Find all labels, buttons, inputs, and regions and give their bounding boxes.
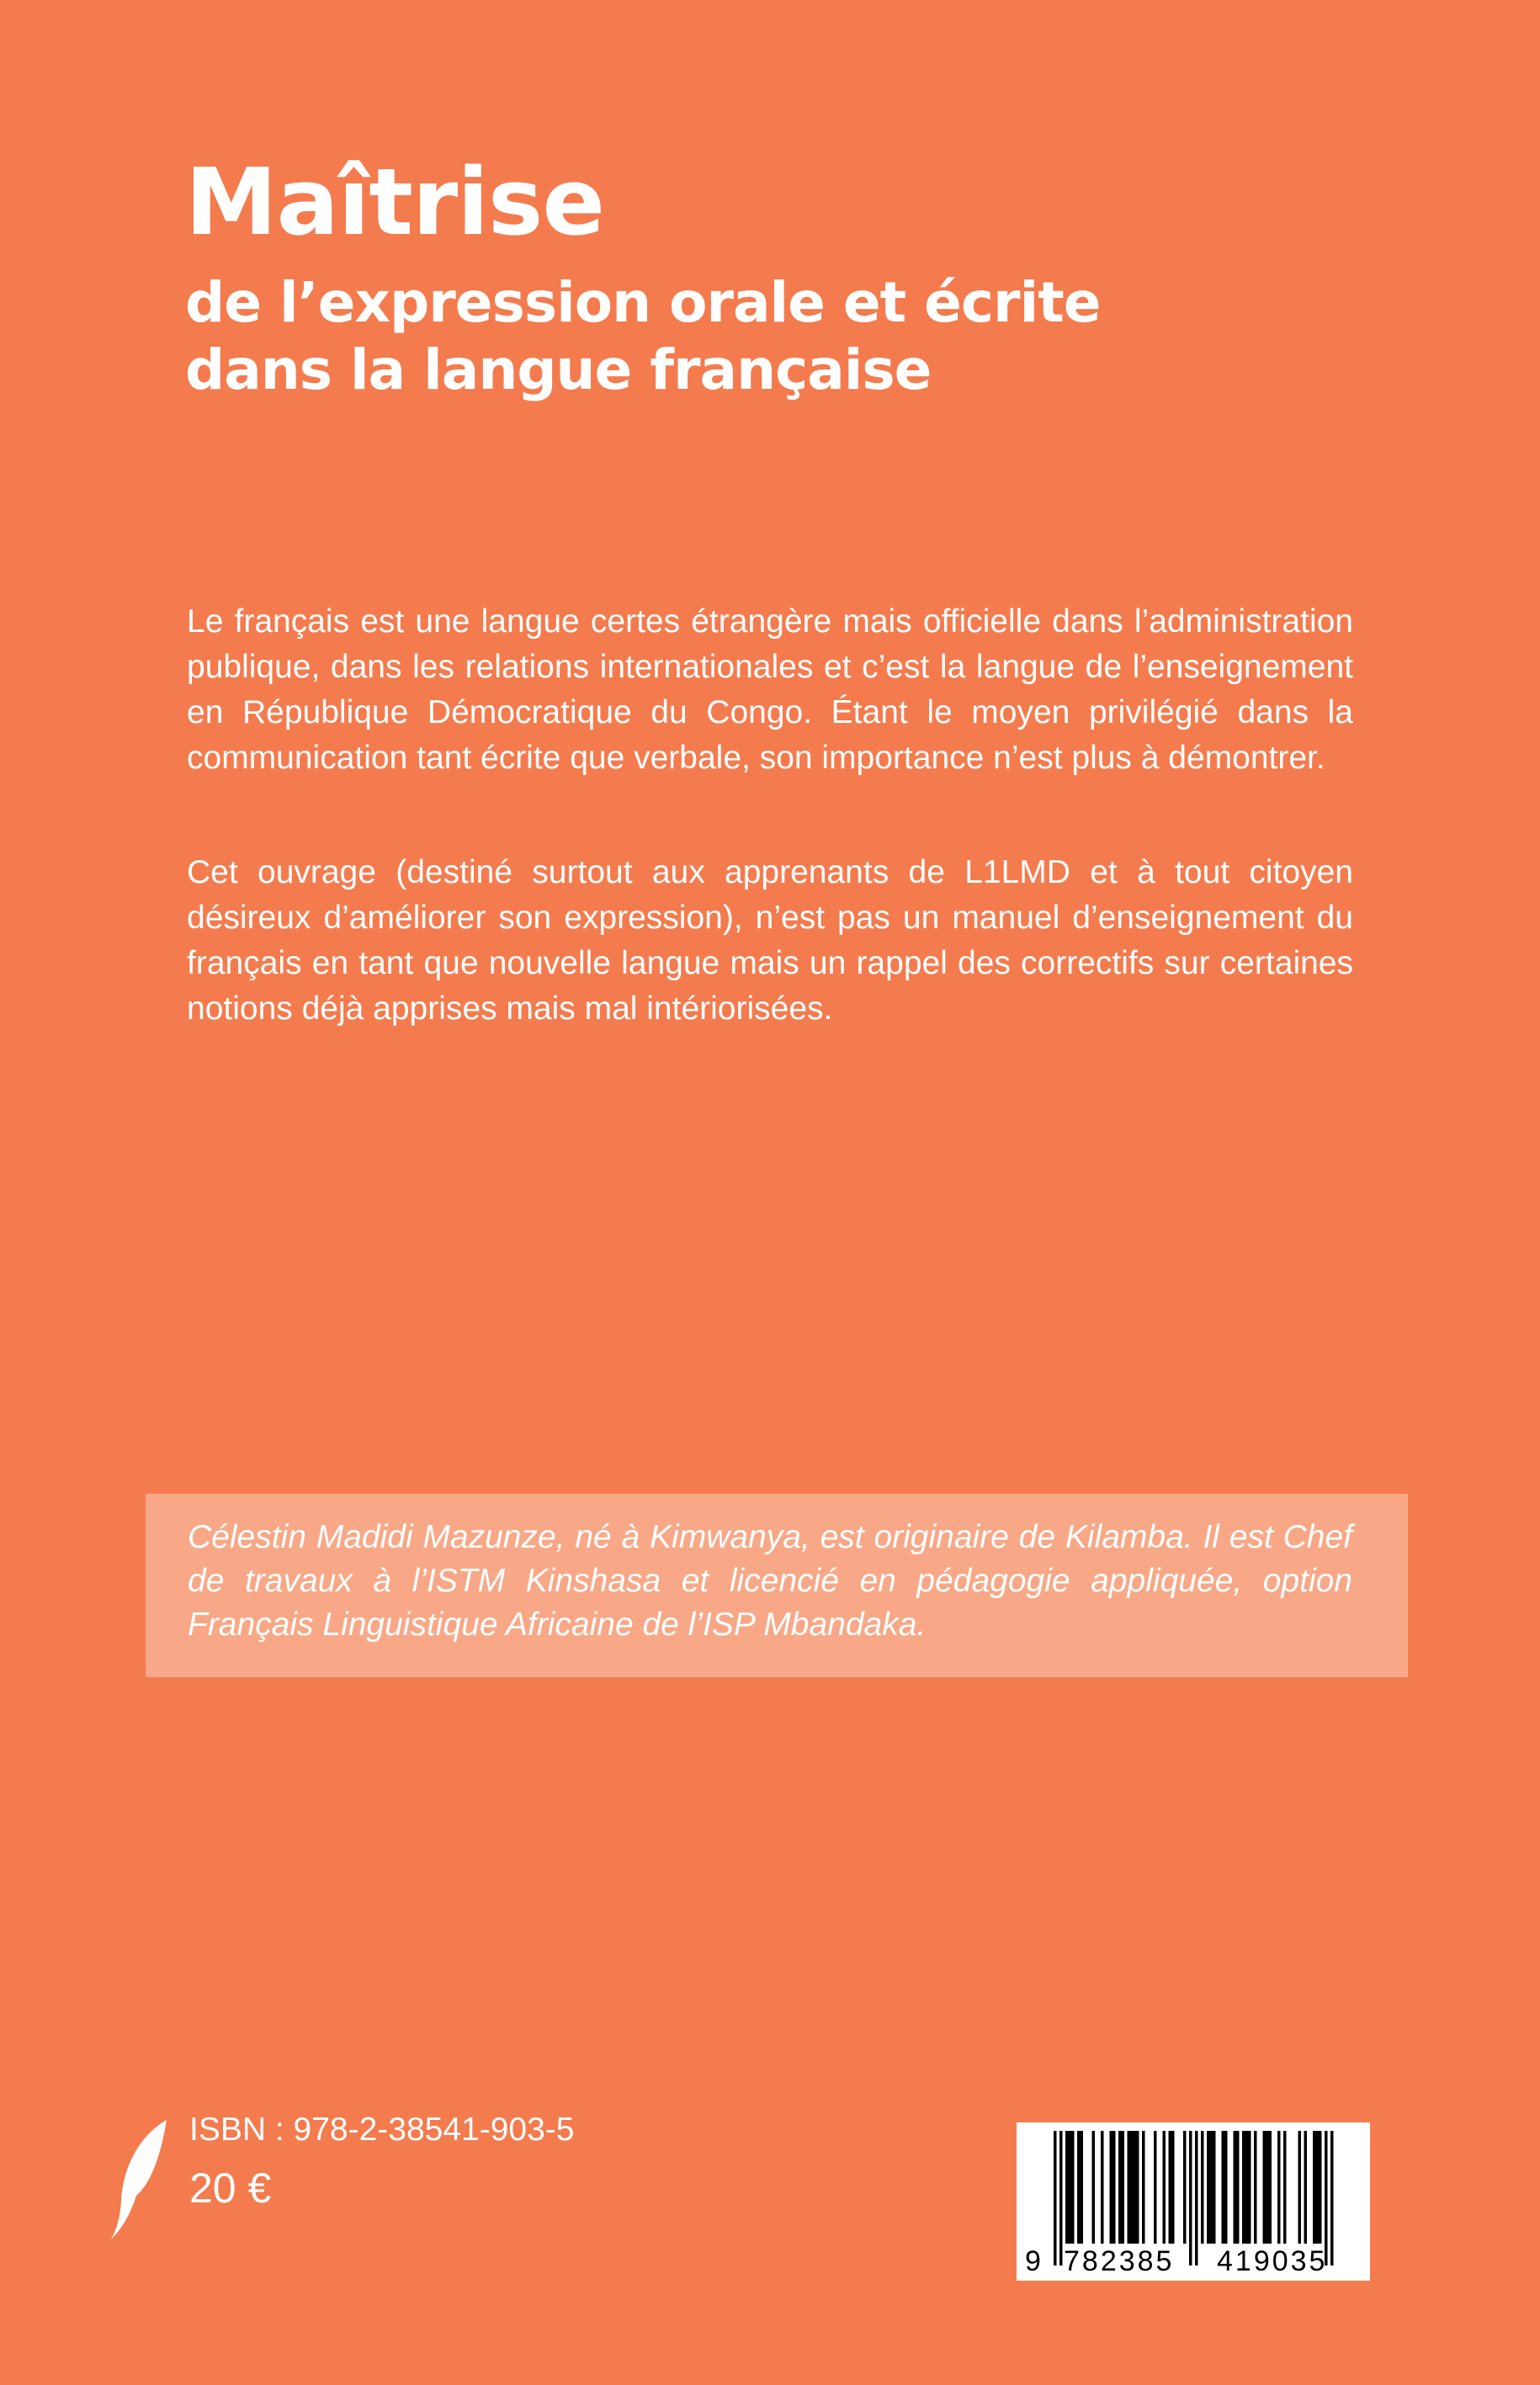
barcode-bar xyxy=(1213,2131,1216,2244)
barcode-bar xyxy=(1130,2131,1134,2244)
barcode-bar xyxy=(1319,2131,1322,2244)
barcode-bar xyxy=(1122,2131,1125,2244)
blurb-paragraph-2: Cet ouvrage (destiné surtout aux apprenants de L1LMD et à tout citoyen désireux d’améliorer son expression), n’est pas un manuel d’enseignement du français en tant que nouvelle langue mais un rappel des correctifs sur certaines notions déjà apprises mais mal intériorisées. xyxy=(187,854,1353,1027)
barcode-bar xyxy=(1110,2131,1113,2244)
book-subtitle xyxy=(185,269,1101,404)
barcode-bar xyxy=(1101,2131,1104,2244)
barcode-bar xyxy=(1210,2131,1213,2244)
barcode-bar xyxy=(1183,2131,1187,2244)
barcode-bar xyxy=(1054,2131,1057,2265)
isbn: ISBN : 978-2-38541-903-5 xyxy=(189,2111,575,2148)
barcode-bar xyxy=(1224,2131,1228,2244)
barcode-bar xyxy=(1128,2131,1131,2244)
barcode-bar xyxy=(1201,2131,1204,2244)
barcode-bar xyxy=(1242,2131,1245,2244)
barcode-digits-group-1: 782385 xyxy=(1064,2245,1175,2277)
blurb-paragraph-1: Le français est une langue certes étrangère mais officielle dans l’administration publique, dans les relations internationales et c’est la langue de l’enseignement en République Démocratique du Congo. Étant le moyen privilégié dans la communication tant écrite que verbale, son importance n’est plus à démontrer. xyxy=(187,603,1353,776)
barcode-bar xyxy=(1313,2131,1316,2244)
barcode-bar xyxy=(1077,2131,1081,2244)
barcode-bar xyxy=(1254,2131,1257,2244)
author-bio-box xyxy=(146,1494,1408,1677)
barcode-bar xyxy=(1222,2131,1225,2244)
barcode-bar xyxy=(1154,2131,1157,2244)
barcode-bar xyxy=(1118,2131,1122,2244)
barcode-bar xyxy=(1195,2131,1198,2265)
barcode-bar xyxy=(1092,2131,1096,2244)
barcode-bar xyxy=(1171,2131,1175,2244)
barcode-bar xyxy=(1304,2131,1308,2244)
barcode-bar xyxy=(1207,2131,1210,2244)
barcode-bar xyxy=(1113,2131,1116,2244)
barcode-digits-group-2: 419035 xyxy=(1217,2245,1328,2277)
barcode-bar xyxy=(1266,2131,1269,2244)
barcode-bar xyxy=(1142,2131,1145,2244)
barcode-bar xyxy=(1065,2131,1069,2244)
barcode-digit-lead: 9 xyxy=(1025,2245,1041,2277)
barcode xyxy=(1017,2122,1370,2281)
barcode-bar xyxy=(1069,2131,1072,2244)
book-title: Maîtrise xyxy=(185,148,605,256)
barcode-bar xyxy=(1248,2131,1251,2244)
barcode-bar xyxy=(1283,2131,1287,2244)
barcode-bar xyxy=(1081,2131,1084,2244)
barcode-bar xyxy=(1163,2131,1166,2244)
barcode-bar xyxy=(1189,2131,1192,2265)
barcode-bar xyxy=(1236,2131,1240,2244)
barcode-bar xyxy=(1263,2131,1267,2244)
subtitle-line-1: de l’expression orale et écrite xyxy=(185,270,1101,335)
barcode-bar xyxy=(1277,2131,1281,2244)
barcode-bar xyxy=(1134,2131,1137,2244)
barcode-bar xyxy=(1136,2131,1139,2244)
barcode-bar xyxy=(1071,2131,1075,2244)
barcode-bar xyxy=(1269,2131,1272,2244)
barcode-bar xyxy=(1169,2131,1172,2244)
barcode-bar xyxy=(1330,2131,1334,2265)
barcode-bar xyxy=(1316,2131,1320,2244)
subtitle-line-2: dans la langue française xyxy=(185,337,932,402)
author-bio: Célestin Madidi Mazunze, né à Kimwanya, est originaire de Kilamba. Il est Chef de travaux à l’ISTM Kinshasa et licencié en pédagogie appliquée, option Français Linguistique Africaine de l’ISP Mbandaka. xyxy=(188,1519,1352,1643)
barcode-bar xyxy=(1298,2131,1302,2244)
price: 20 € xyxy=(189,2165,272,2212)
barcode-bar xyxy=(1245,2131,1249,2244)
barcode-bar xyxy=(1059,2131,1063,2265)
barcode-bar xyxy=(1234,2131,1237,2244)
quill-feather-icon xyxy=(106,2117,173,2243)
